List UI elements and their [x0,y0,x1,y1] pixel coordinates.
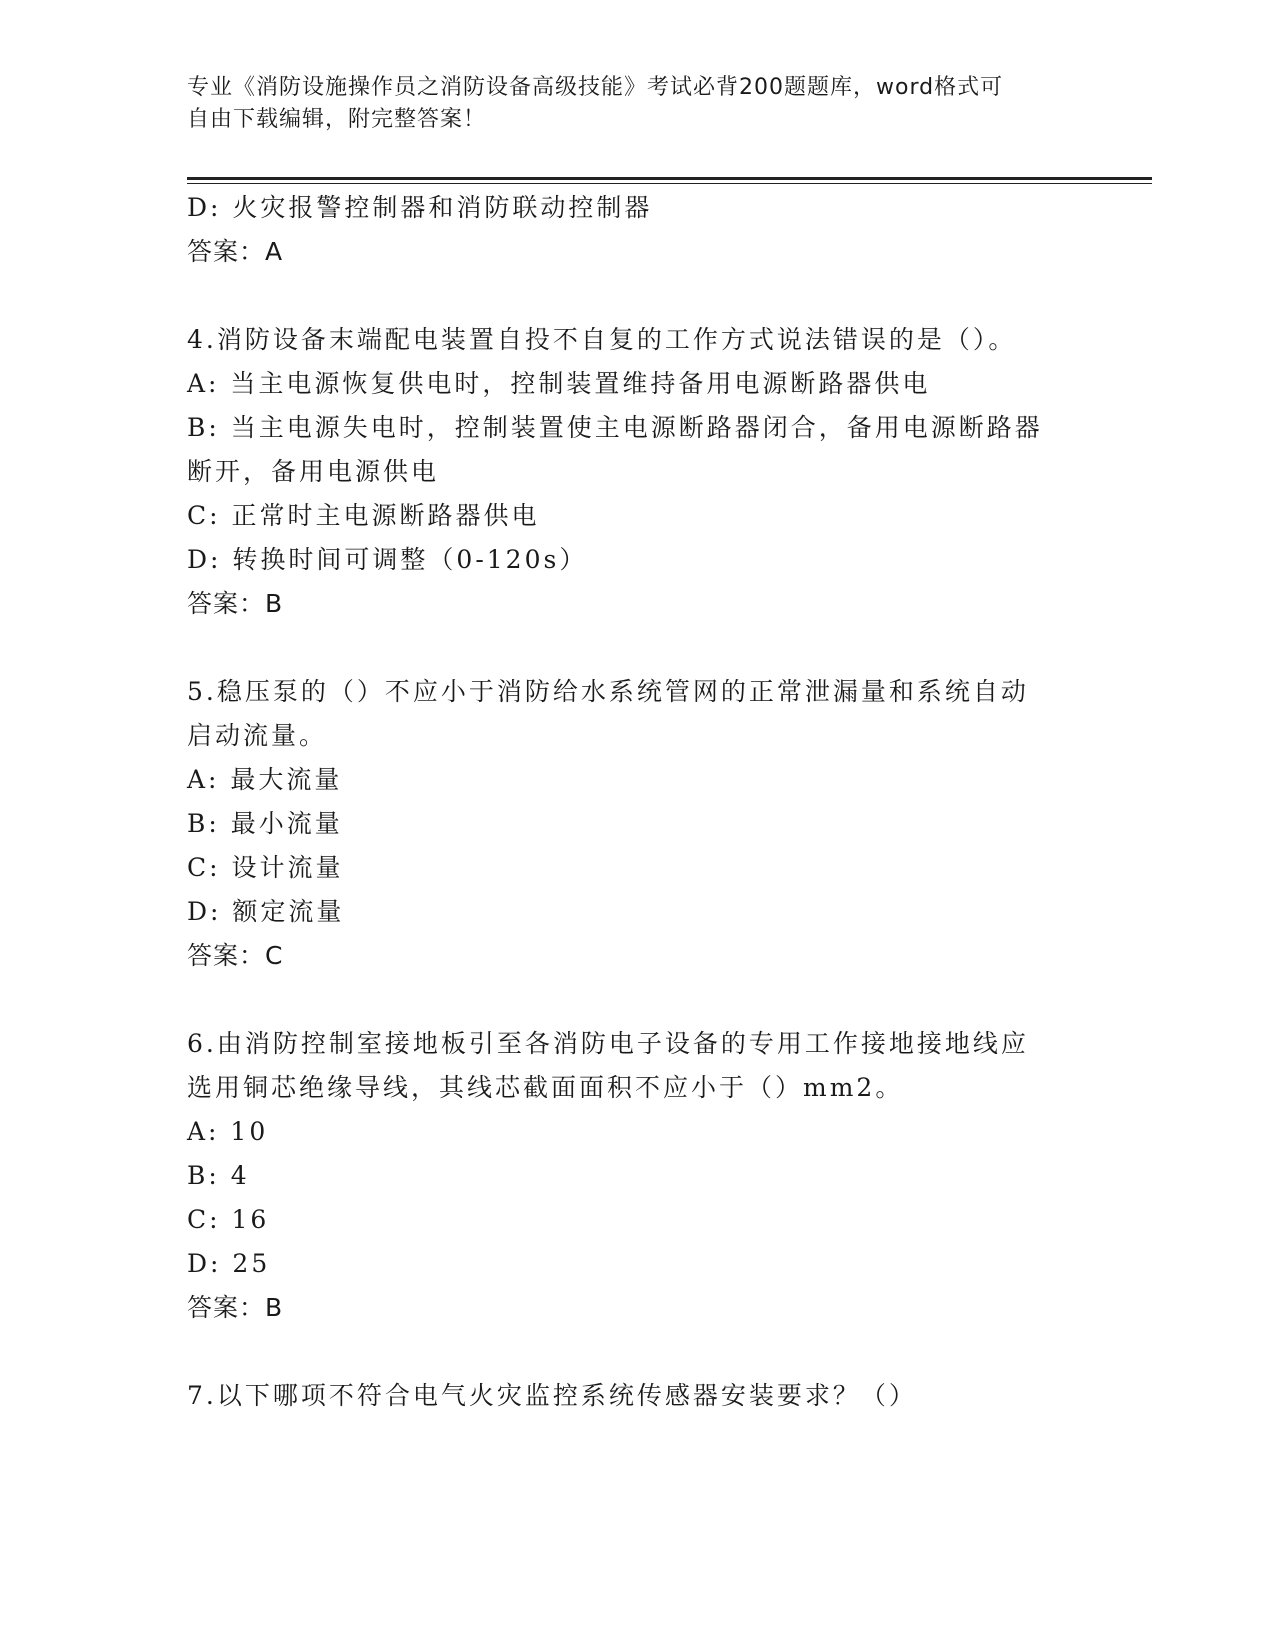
q5-question-line-2: 启动流量。 [187,721,328,750]
q6-option-b: B: 4 [187,1161,250,1190]
q4-option-d: D: 转换时间可调整（0-120s） [187,545,588,574]
q5-answer: 答案：C [187,941,284,970]
q6-answer: 答案：B [187,1293,284,1322]
q4-answer: 答案：B [187,589,284,618]
q4-option-b-line-2: 断开，备用电源供电 [187,457,440,486]
q7-question: 7.以下哪项不符合电气火灾监控系统传感器安装要求？（） [187,1381,917,1410]
q5-option-d: D: 额定流量 [187,897,345,926]
q4-question: 4.消防设备末端配电装置自投不自复的工作方式说法错误的是（）。 [187,325,1017,354]
q4-option-b-line-1: B: 当主电源失电时，控制装置使主电源断路器闭合，备用电源断路器 [187,413,1043,442]
q6-option-c: C: 16 [187,1205,270,1234]
q6-option-a: A: 10 [187,1117,269,1146]
q6-question-line-2: 选用铜芯绝缘导线，其线芯截面面积不应小于（）mm2。 [187,1073,904,1102]
q5-option-b: B: 最小流量 [187,809,343,838]
q5-option-c: C: 设计流量 [187,853,344,882]
q6-question-line-1: 6.由消防控制室接地板引至各消防电子设备的专用工作接地接地线应 [187,1029,1029,1058]
header-line-2: 自由下载编辑，附完整答案！ [187,107,487,132]
q4-option-a: A: 当主电源恢复供电时，控制装置维持备用电源断路器供电 [187,369,931,398]
q3-option-d: D: 火灾报警控制器和消防联动控制器 [187,193,653,222]
q5-option-a: A: 最大流量 [187,765,343,794]
document-header [187,72,1087,136]
q6-option-d: D: 25 [187,1249,271,1278]
header-line-1: 专业《消防设施操作员之消防设备高级技能》考试必背200题题库，word格式可 [187,75,1004,100]
q3-answer: 答案：A [187,237,284,266]
q5-question-line-1: 5.稳压泵的（）不应小于消防给水系统管网的正常泄漏量和系统自动 [187,677,1029,706]
q4-option-c: C: 正常时主电源断路器供电 [187,501,540,530]
header-divider-thick [187,177,1152,180]
header-divider-thin [187,183,1152,184]
